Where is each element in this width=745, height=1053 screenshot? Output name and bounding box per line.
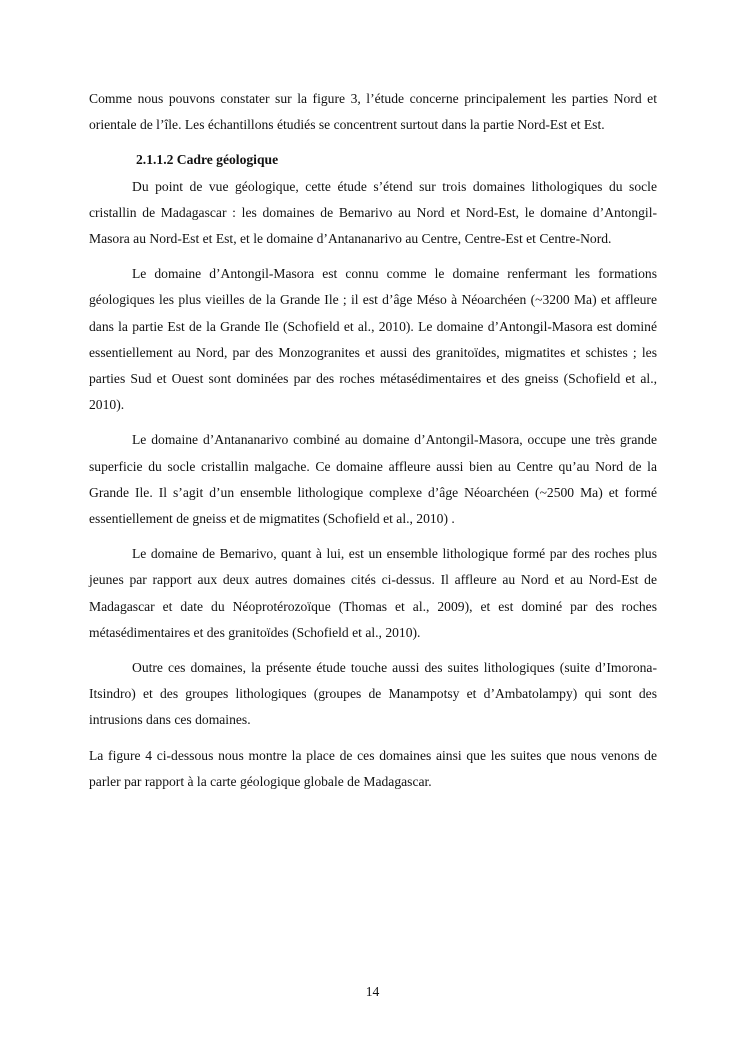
section-heading: 2.1.1.2 Cadre géologique (136, 152, 279, 168)
geology-paragraph-1: Du point de vue géologique, cette étude s’étend sur trois domaines lithologiques du socle cristallin de Madagascar : les domaines de Bemarivo au Nord et Nord-Est, le domaine d’Antongil-Masora au Nord-Est et Est, et le domaine d’Antananarivo au Centre, Centre-Est et Centre-Nord. (89, 178, 657, 247)
geology-paragraph-2: Le domaine d’Antongil-Masora est connu comme le domaine renfermant les formations géologiques les plus vieilles de la Grande Ile ; il est d’âge Méso à Néoarchéen (~3200 Ma) et affleure dans la partie Est de la Grande Ile (Schofield et al., 2010). Le domaine d’Antongil-Masora est dominé essentiellement au Nord, par des Monzogranites et aussi des granitoïdes, migmatites et schistes ; les parties Sud et Ouest sont dominées par des roches métasédimentaires et des gneiss (Schofield et al., 2010). (89, 266, 657, 413)
intro-paragraph: Comme nous pouvons constater sur la figure 3, l’étude concerne principalement les parties Nord et orientale de l’île. Les échantillons étudiés se concentrent surtout dans la partie Nord-Est et Est. (89, 91, 657, 133)
page-number: 14 (365, 984, 380, 999)
geology-paragraph-6: La figure 4 ci-dessous nous montre la place de ces domaines ainsi que les suites que nous venons de parler par rapport à la carte géologique globale de Madagascar. (89, 747, 657, 789)
geology-paragraph-4: Le domaine de Bemarivo, quant à lui, est un ensemble lithologique formé par des roches plus jeunes par rapport aux deux autres domaines cités ci-dessus. Il affleure au Nord et au Nord-Est de Madagascar et date du Néoprotérozoïque (Thomas et al., 2009), et est dominé par des roches métasédimentaires et des granitoïdes (Schofield et al., 2010). (89, 546, 657, 640)
geology-paragraph-3: Le domaine d’Antananarivo combiné au domaine d’Antongil-Masora, occupe une très grande superficie du socle cristallin malgache. Ce domaine affleure aussi bien au Centre qu’au Nord de la Grande Ile. Il s’agit d’un ensemble lithologique complexe d’âge Néoarchéen (~2500 Ma) et formé essentiellement de gneiss et de migmatites (Schofield et al., 2010) . (89, 432, 657, 527)
document-body (89, 86, 657, 795)
geology-paragraph-5: Outre ces domaines, la présente étude touche aussi des suites lithologiques (suite d’Imorona-Itsindro) et des groupes lithologiques (groupes de Manampotsy et d’Ambatolampy) qui sont des intrusions dans ces domaines. (89, 660, 657, 728)
